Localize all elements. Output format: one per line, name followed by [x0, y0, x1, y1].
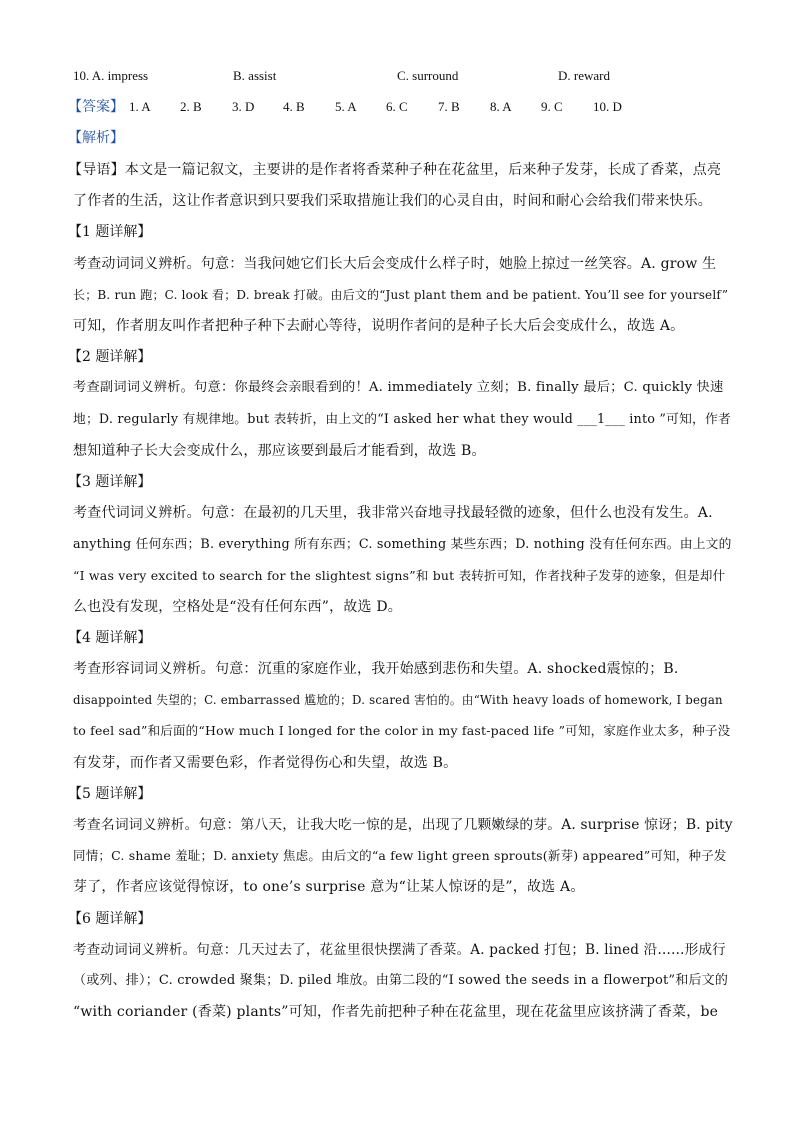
- analysis-label: 【解析】: [68, 130, 124, 146]
- section-line: disappointed 失望的；C. embarrassed 尴尬的；D. scared 害怕的。由“With heavy loads of homework, I began: [73, 693, 723, 707]
- section-line: 有发芽，而作者又需要色彩，作者觉得伤心和失望，故选 B。: [73, 755, 458, 771]
- section-line: 考查代词词义辨析。句意：在最初的几天里，我非常兴奋地寻找最轻微的迹象，但什么也没有发生。A.: [73, 505, 713, 521]
- q10-option-c: C. surround: [397, 68, 459, 83]
- section-line: 可知，作者朋友叫作者把种子种下去耐心等待，说明作者问的是种子长大后会变成什么，故选 A。: [73, 318, 685, 334]
- section-line: 同情；C. shame 羞耻；D. anxiety 焦虑。由后文的“a few light green sprouts(新芽) appeared”可知，种子发: [73, 848, 727, 863]
- section-line: （或列、排）；C. crowded 聚集；D. piled 堆放。由第二段的“I sowed the seeds in a flowerpot”和后文的: [73, 973, 729, 988]
- section-line: “with coriander (香菜) plants”可知，作者先前把种子种在花盆里，现在花盆里应该挤满了香菜，be: [73, 1004, 719, 1020]
- section-line: 考查形容词词义辨析。句意：沉重的家庭作业，我开始感到悲伤和失望。A. shocked震惊的；B.: [73, 661, 679, 677]
- answer-item: 10. D: [593, 99, 622, 114]
- section-title: 【5 题详解】: [68, 786, 152, 802]
- section-title: 【1 题详解】: [68, 224, 152, 240]
- guide-line: 了作者的生活，这让作者意识到只要我们采取措施让我们的心灵自由，时间和耐心会给我们带来快乐。: [73, 193, 712, 209]
- section-line: 么也没有发现，空格处是“没有任何东西”，故选 D。: [73, 599, 402, 615]
- section-line: 考查动词词义辨析。句意：几天过去了，花盆里很快摆满了香菜。A. packed 打包；B. lined 沿……形成行: [73, 942, 726, 958]
- section-line: 芽了，作者应该觉得惊讶，to one’s surprise 意为“让某人惊讶的是”，故选 A。: [73, 879, 585, 895]
- section-line: 想知道种子长大会变成什么，那应该要到最后才能看到，故选 B。: [73, 443, 486, 459]
- answer-item: 7. B: [438, 99, 460, 114]
- answer-item: 2. B: [180, 99, 202, 114]
- guide-line: 【导语】本文是一篇记叙文，主要讲的是作者将香菜种子种在花盆里，后来种子发芽，长成了香菜，点亮: [68, 162, 722, 178]
- q10-option-a: 10. A. impress: [73, 68, 149, 83]
- answer-item: 6. C: [386, 99, 408, 114]
- section-line: anything 任何东西；B. everything 所有东西；C. something 某些东西；D. nothing 没有任何东西。由上文的: [73, 537, 732, 552]
- section-title: 【4 题详解】: [68, 630, 152, 646]
- answer-label: 【答案】: [68, 99, 124, 115]
- section-line: 考查名词词义辨析。句意：第八天，让我大吃一惊的是，出现了几颗嫩绿的芽。A. surprise 惊讶；B. pity: [73, 817, 733, 833]
- answer-item: 5. A: [335, 99, 357, 114]
- answer-item: 9. C: [541, 99, 563, 114]
- section-line: 考查动词词义辨析。句意：当我问她它们长大后会变成什么样子时，她脸上掠过一丝笑容。A. grow 生: [73, 256, 717, 272]
- section-line: “I was very excited to search for the slightest signs”和 but 表转折可知，作者找种子发芽的迹象，但是却什: [73, 568, 726, 583]
- section-title: 【3 题详解】: [68, 474, 152, 490]
- q10-option-d: D. reward: [558, 68, 610, 83]
- section-line: 考查副词词义辨析。句意：你最终会亲眼看到的！A. immediately 立刻；B. finally 最后；C. quickly 快速: [73, 380, 724, 395]
- answer-item: 1. A: [129, 99, 151, 114]
- answer-item: 4. B: [283, 99, 305, 114]
- section-line: 地；D. regularly 有规律地。but 表转折，由上文的“I asked her what they would ___1___ into ”可知，作者: [73, 412, 731, 427]
- section-line: 长；B. run 跑；C. look 看；D. break 打破。由后文的“Just plant them and be patient. You’ll see for yourself”: [73, 288, 729, 302]
- section-title: 【6 题详解】: [68, 911, 152, 927]
- answer-item: 8. A: [490, 99, 512, 114]
- q10-option-b: B. assist: [233, 68, 277, 83]
- answer-item: 3. D: [232, 99, 255, 114]
- section-title: 【2 题详解】: [68, 349, 152, 365]
- section-line: to feel sad”和后面的“How much I longed for the color in my fast-paced life ”可知，家庭作业太多，种子没: [73, 723, 731, 738]
